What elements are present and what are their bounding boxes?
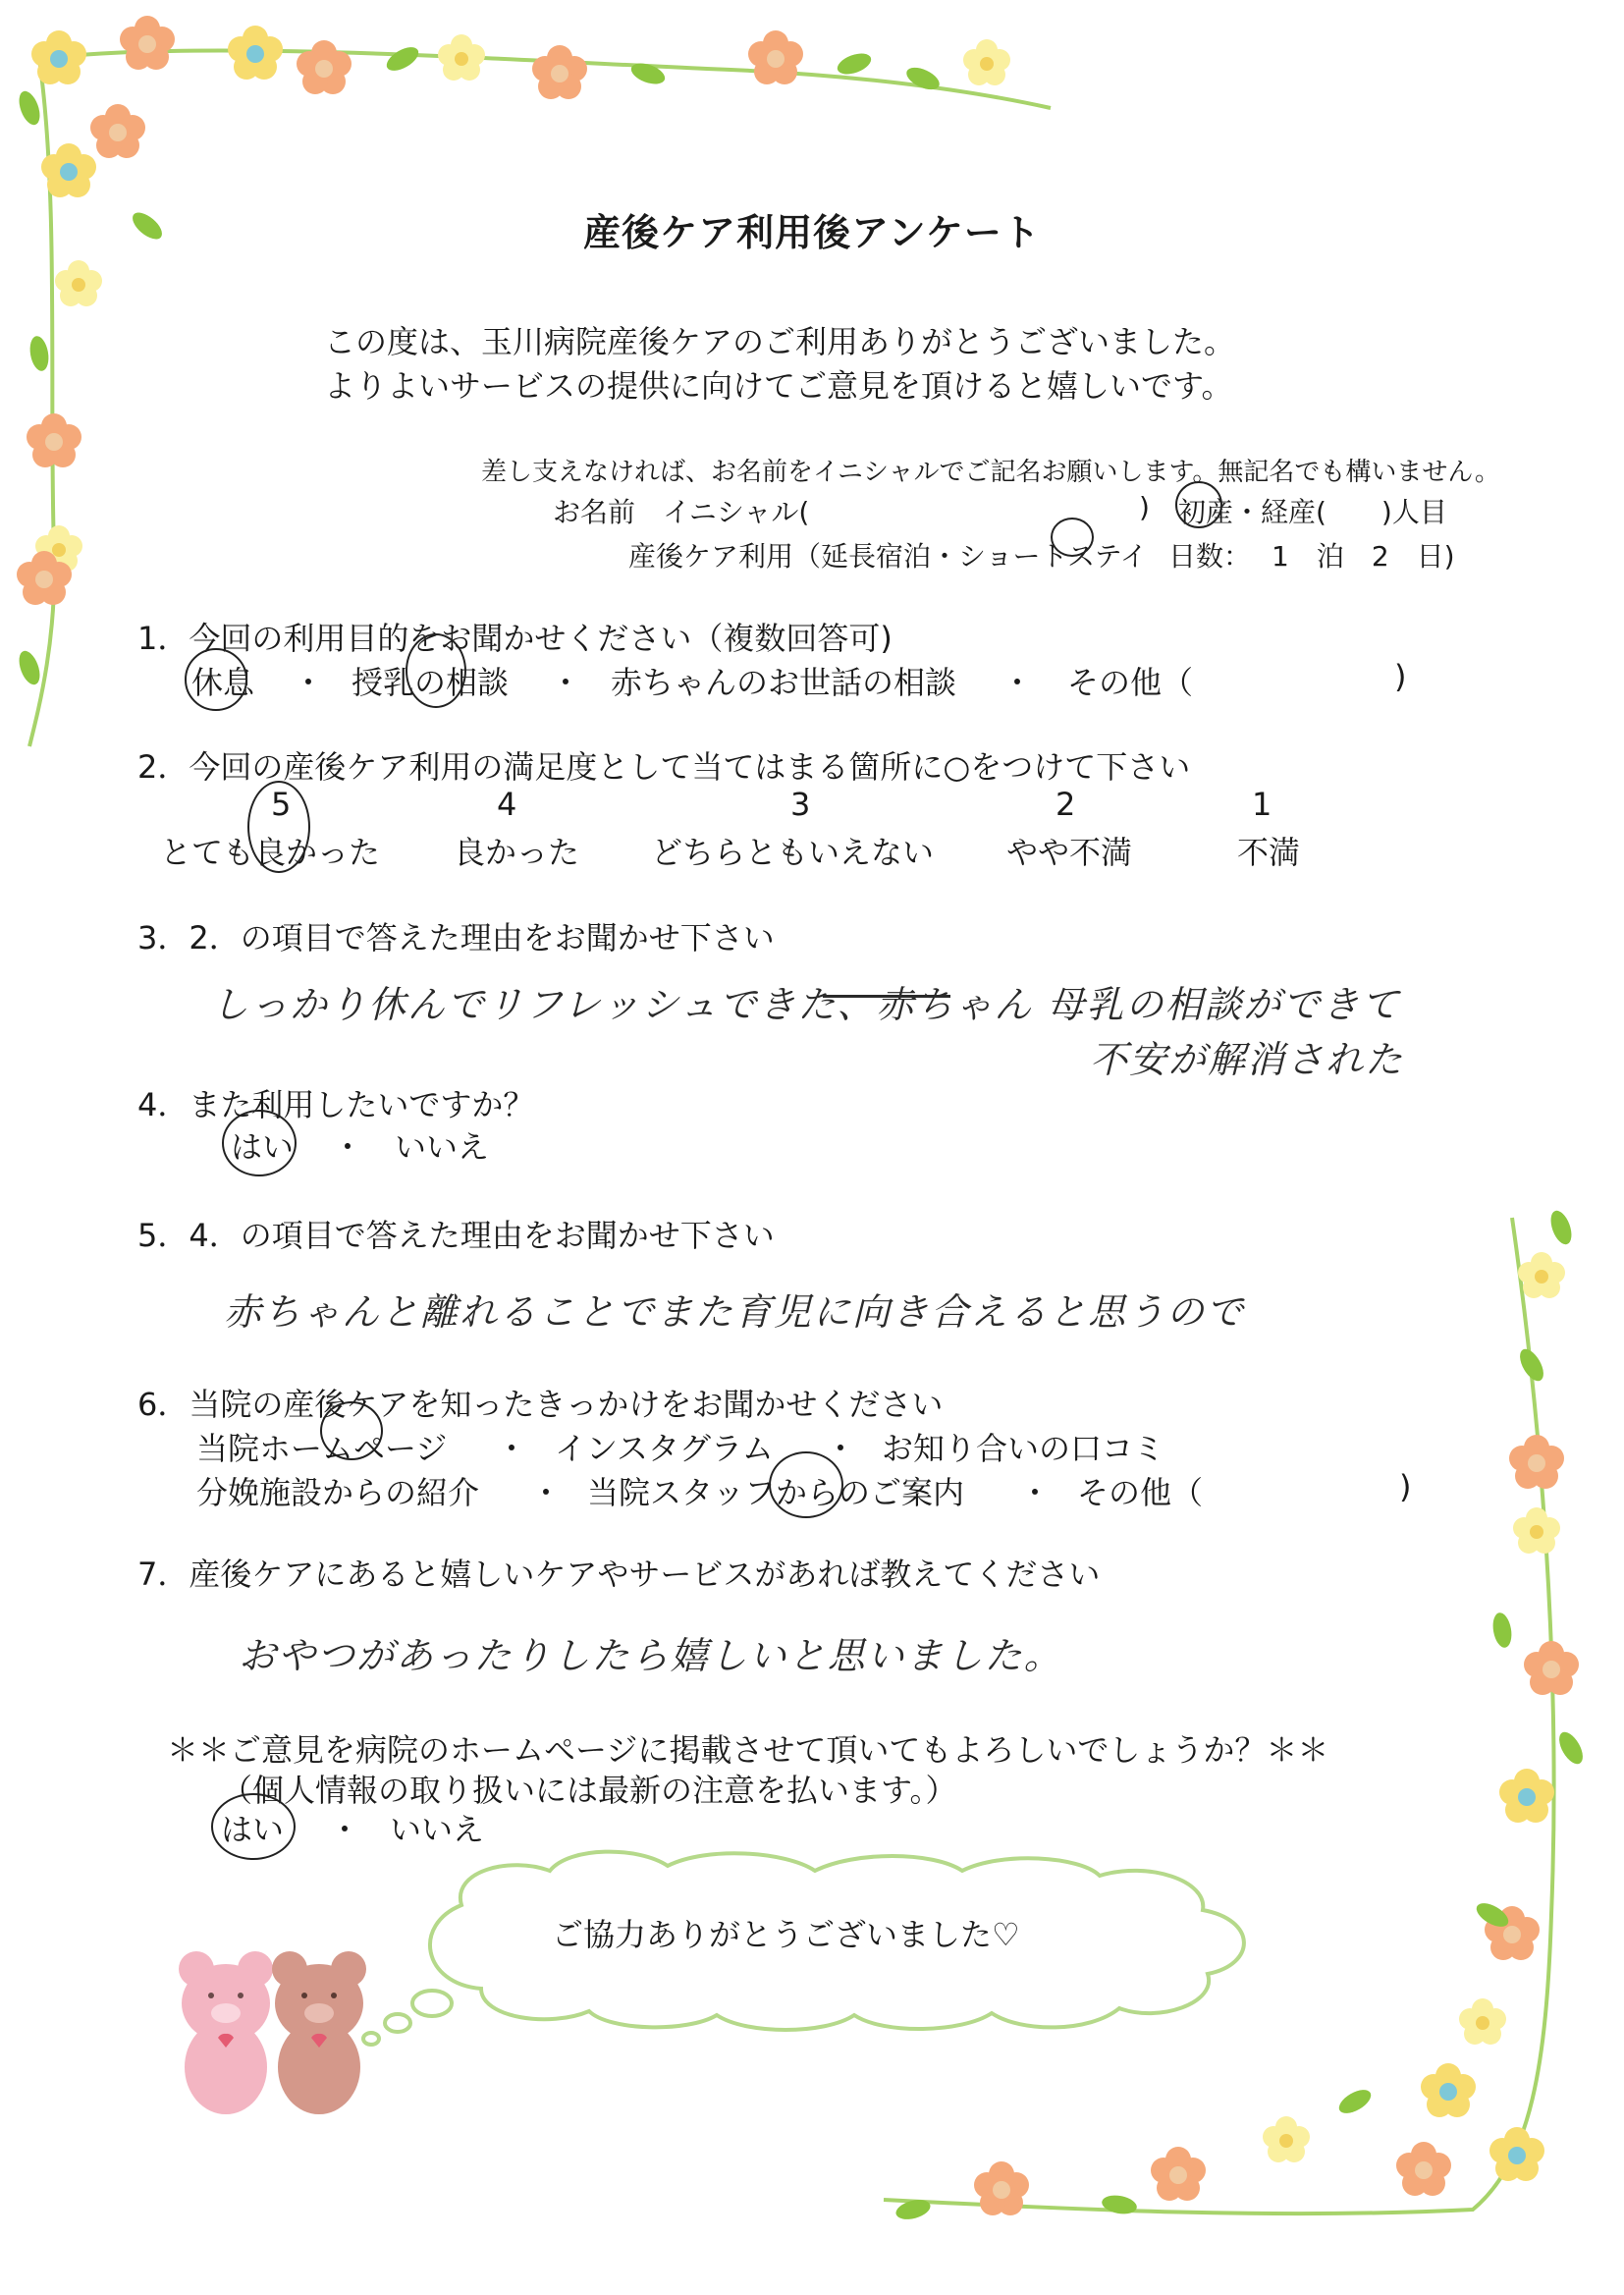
q6-option-instagram[interactable]: インスタグラム bbox=[555, 1430, 774, 1467]
q3-answer-line-2: 不安が解消された bbox=[1090, 1038, 1405, 1081]
brown-bear-icon bbox=[272, 1951, 366, 2114]
days-value: 1 泊 2 日) bbox=[1272, 540, 1455, 573]
pink-bear-icon bbox=[179, 1951, 273, 2114]
name-label: お名前 イニシャル( bbox=[553, 496, 810, 528]
q5-question: 5．4．の項目で答えた理由をお聞かせ下さい bbox=[137, 1217, 775, 1254]
q4-question: 4．また利用したいですか？ bbox=[137, 1086, 535, 1123]
q2-scale-num-2: 2 bbox=[1056, 786, 1076, 823]
q6-question: 6．当院の産後ケアを知ったきっかけをお聞かせください bbox=[137, 1386, 944, 1423]
q1-bullet: ・ bbox=[293, 664, 325, 701]
q2-scale-label-2[interactable]: やや不満 bbox=[1006, 834, 1133, 871]
q6-bullet: ・ bbox=[496, 1430, 528, 1467]
intro-line-2: よりよいサービスの提供に向けてご意見を頂けると嬉しいです。 bbox=[324, 367, 1233, 405]
q6-option-staff[interactable]: 当院スタッフからのご案内 bbox=[587, 1474, 965, 1511]
q6-option-birth-facility[interactable]: 分娩施設からの紹介 bbox=[196, 1474, 480, 1511]
q6-bullet: ・ bbox=[530, 1474, 563, 1511]
q3-answer-line-1: しっかり休んでリフレッシュできた、赤ちゃん 母乳の相談ができて bbox=[211, 983, 1401, 1026]
q6-other-close: ) bbox=[1399, 1468, 1412, 1505]
page-title: 産後ケア利用後アンケート bbox=[583, 211, 1041, 254]
q2-scale-num-3: 3 bbox=[790, 786, 811, 823]
q2-scale-label-4[interactable]: 良かった bbox=[454, 834, 580, 871]
q6-option-homepage[interactable]: 当院ホームページ bbox=[196, 1430, 448, 1467]
publish-bullet: ・ bbox=[329, 1811, 361, 1848]
publish-question: ＊＊ご意見を病院のホームページに掲載させて頂いてもよろしいでしょうか？＊＊ bbox=[167, 1731, 1329, 1769]
q1-other-close: ) bbox=[1394, 658, 1407, 695]
q2-question: 2．今回の産後ケア利用の満足度として当てはまる箇所に○をつけて下さい bbox=[137, 748, 1191, 786]
q6-bullet: ・ bbox=[1019, 1474, 1052, 1511]
usage-label: 産後ケア利用（延長宿泊・ショートステイ bbox=[628, 540, 1148, 573]
q1-option-feeding[interactable]: 授乳の相談 bbox=[352, 664, 510, 701]
publish-note: （個人情報の取り扱いには最新の注意を払います。） bbox=[221, 1772, 957, 1809]
q1-option-rest[interactable]: 休息 bbox=[191, 664, 255, 701]
q4-no-option[interactable]: いいえ bbox=[395, 1128, 490, 1166]
q1-option-babycare[interactable]: 赤ちゃんのお世話の相談 bbox=[611, 664, 957, 701]
q6-option-word-of-mouth[interactable]: お知り合いの口コミ bbox=[882, 1430, 1165, 1467]
publish-no-option[interactable]: いいえ bbox=[390, 1811, 485, 1848]
q1-option-other[interactable]: その他（ bbox=[1067, 664, 1194, 701]
q5-answer: 赤ちゃんと離れることでまた育児に向き合えると思うので bbox=[224, 1290, 1246, 1334]
q4-yes-option[interactable]: はい bbox=[231, 1128, 295, 1166]
q6-option-other[interactable]: その他（ bbox=[1077, 1474, 1204, 1511]
name-close: ) bbox=[1139, 491, 1150, 523]
q1-bullet: ・ bbox=[1001, 664, 1034, 701]
q6-bullet: ・ bbox=[825, 1430, 857, 1467]
publish-yes-option[interactable]: はい bbox=[221, 1811, 285, 1848]
q2-scale-num-5: 5 bbox=[271, 786, 292, 823]
name-note: 差し支えなければ、お名前をイニシャルでご記名お願いします。無記名でも構いません。 bbox=[481, 458, 1500, 487]
q4-bullet: ・ bbox=[332, 1128, 364, 1166]
q2-scale-num-1: 1 bbox=[1252, 786, 1272, 823]
parity-field: 初産・経産( )人目 bbox=[1178, 496, 1447, 528]
q2-scale-label-1[interactable]: 不満 bbox=[1237, 834, 1301, 871]
thanks-message: ご協力ありがとうございました♡ bbox=[552, 1916, 1020, 1953]
days-label: 日数： bbox=[1168, 540, 1252, 573]
q7-question: 7．産後ケアにあると嬉しいケアやサービスがあれば教えてください bbox=[137, 1556, 1101, 1593]
intro-line-1: この度は、玉川病院産後ケアのご利用ありがとうございました。 bbox=[324, 323, 1236, 360]
q1-question: 1．今回の利用目的をお聞かせください（複数回答可) bbox=[137, 620, 893, 657]
q1-bullet: ・ bbox=[550, 664, 582, 701]
q2-scale-label-3[interactable]: どちらともいえない bbox=[651, 834, 935, 871]
q2-scale-label-5[interactable]: とても良かった bbox=[160, 834, 381, 871]
q7-answer: おやつがあったりしたら嬉しいと思いました。 bbox=[239, 1634, 1063, 1677]
q3-question: 3．2．の項目で答えた理由をお聞かせ下さい bbox=[137, 919, 775, 956]
q2-scale-num-4: 4 bbox=[497, 786, 517, 823]
